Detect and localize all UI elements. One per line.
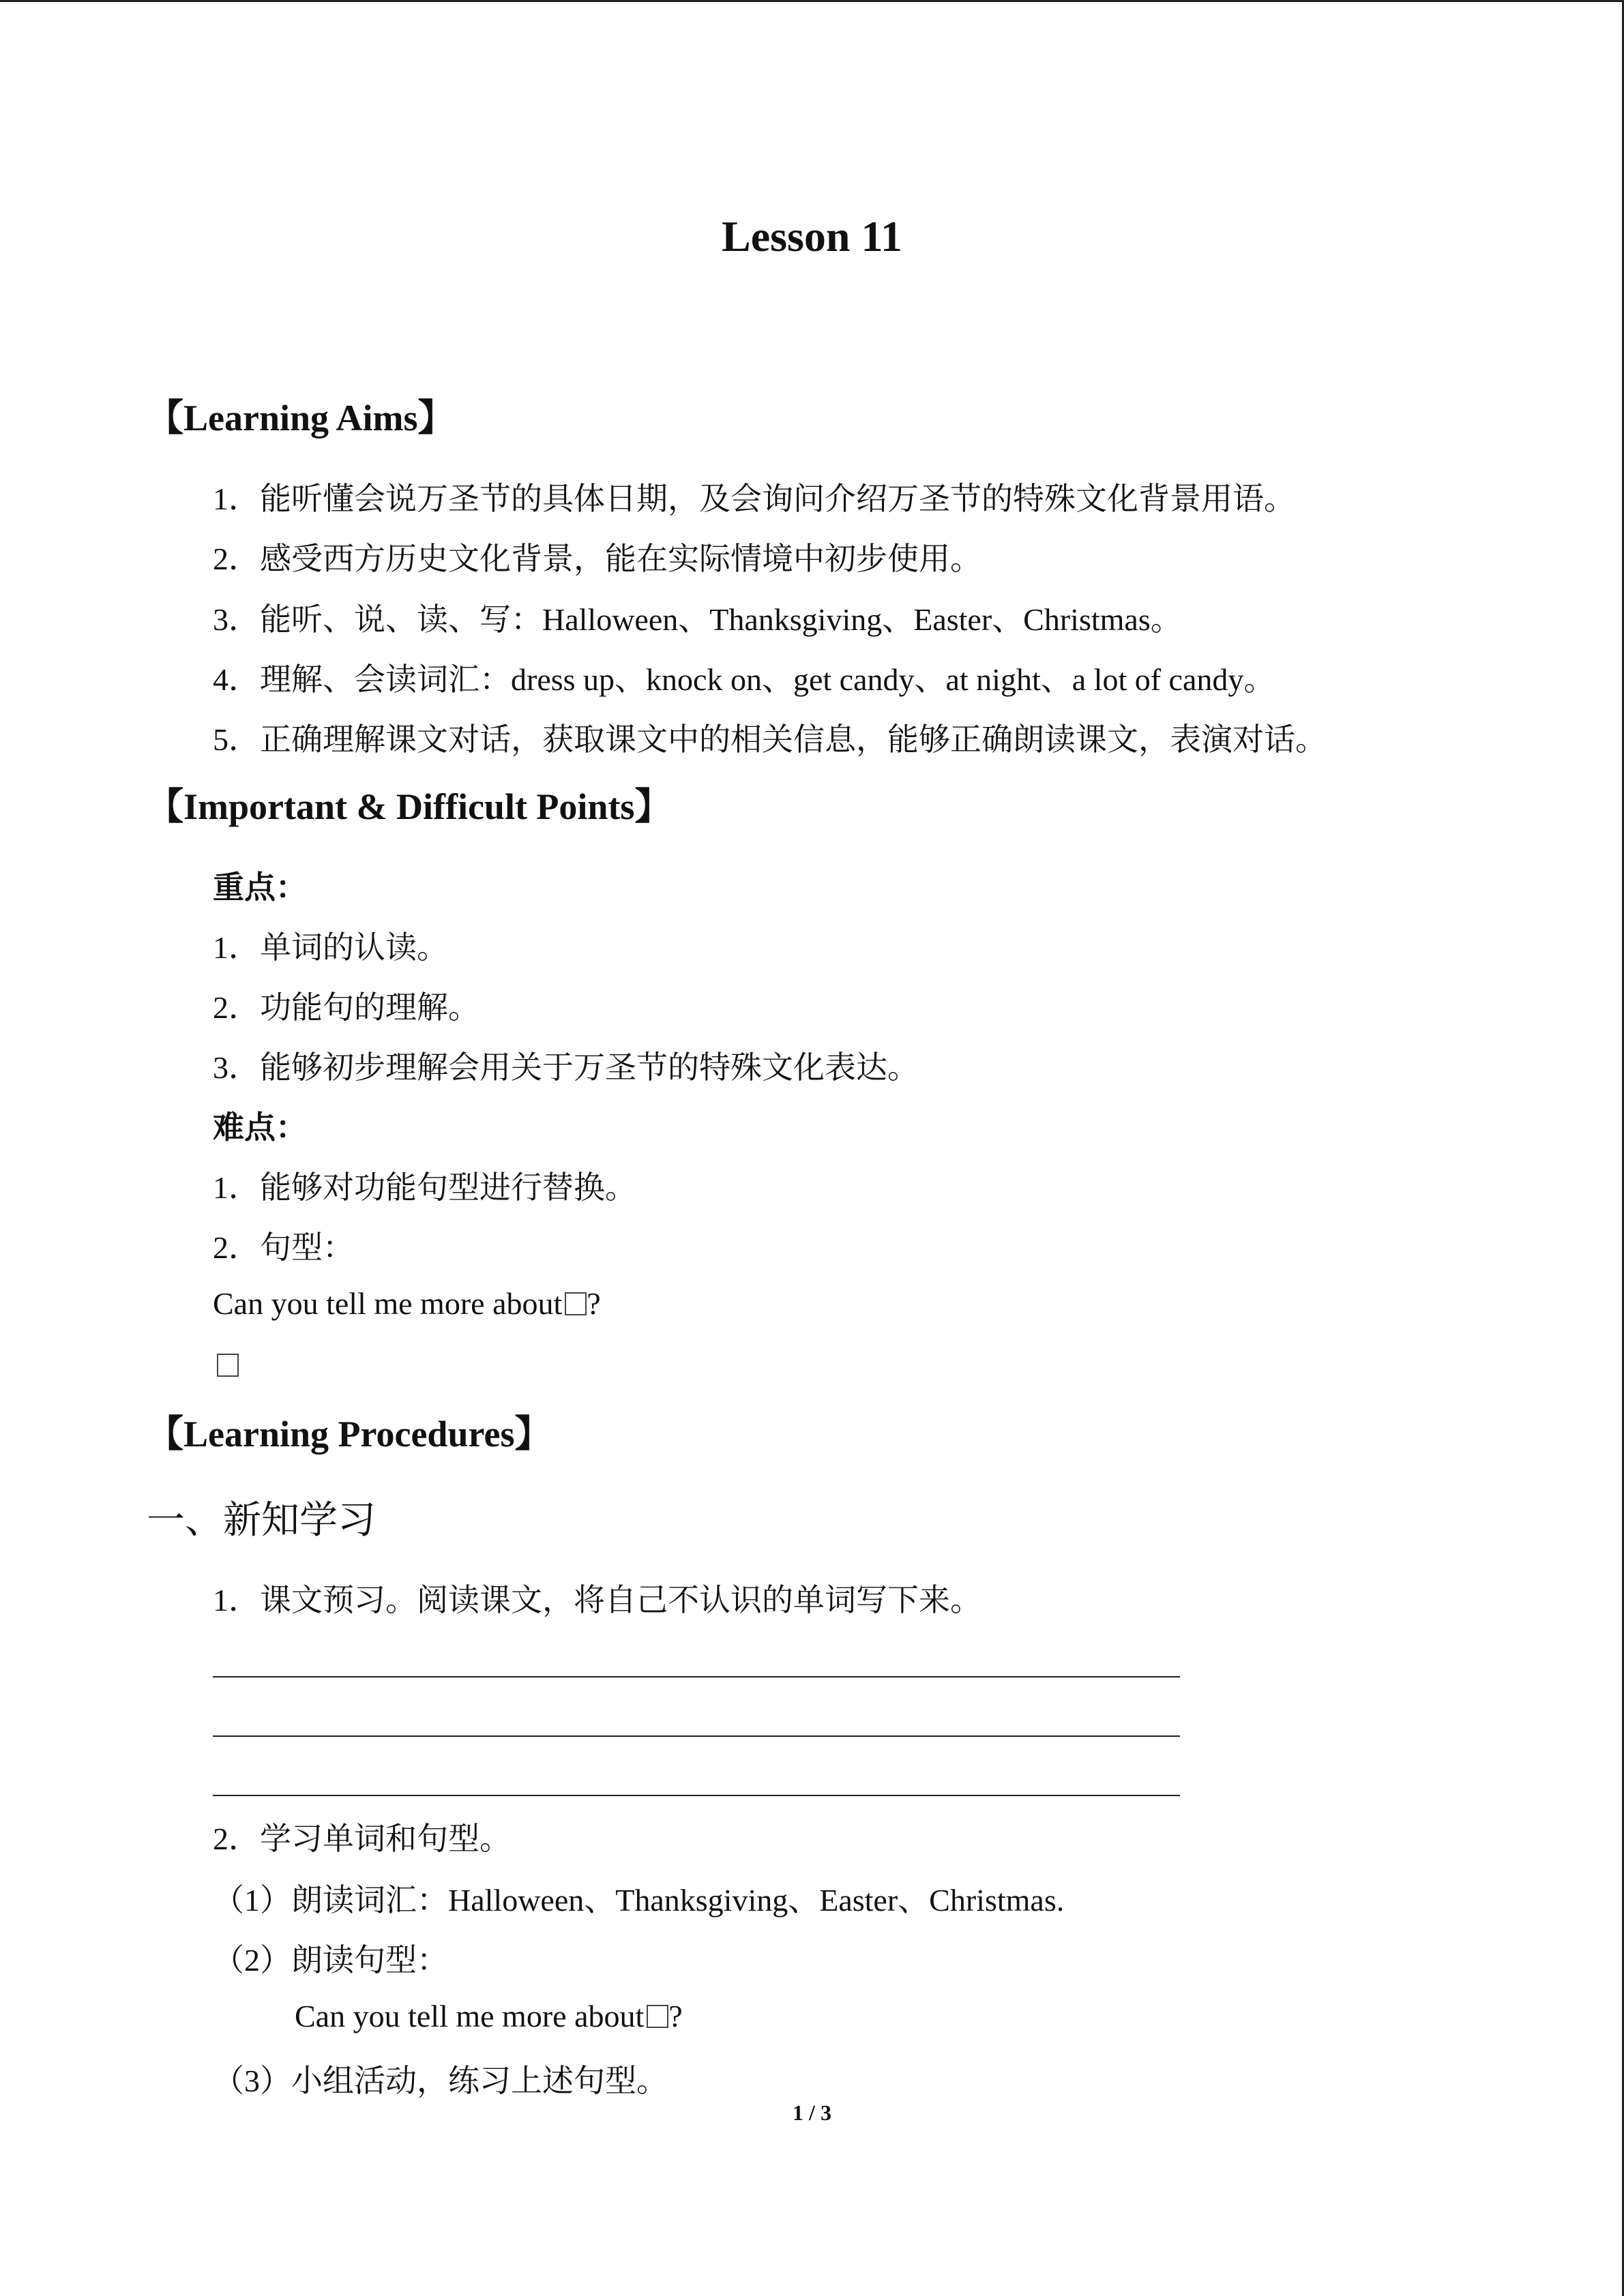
answer-line-1 [213,1676,1180,1678]
aim-item-1: 1．能听懂会说万圣节的具体日期，及会询问介绍万圣节的特殊文化背景用语。 [213,481,1295,516]
pattern-sentence-text: Can you tell me more about [213,1286,563,1321]
step-1: 1．课文预习。阅读课文，将自己不认识的单词写下来。 [213,1583,981,1617]
step-2: 2．学习单词和句型。 [213,1821,511,1856]
pattern-sentence [213,1285,601,1322]
key-points-label: 重点： [213,870,307,905]
empty-box [217,1354,239,1377]
practice-sentence-text: Can you tell me more about [295,1999,645,2033]
answer-line-2 [213,1735,1180,1737]
aim-item-3: 3．能听、说、读、写：Halloween、Thanksgiving、Easter、Christmas。 [213,602,1182,637]
learning-aims-heading: 【Learning Aims】 [147,398,455,438]
key-item-3: 3．能够初步理解会用关于万圣节的特殊文化表达。 [213,1050,919,1085]
aim-item-2: 2．感受西方历史文化背景，能在实际情境中初步使用。 [213,541,981,576]
aim-item-5: 5．正确理解课文对话，获取课文中的相关信息，能够正确朗读课文，表演对话。 [213,722,1327,757]
practice-sentence-end: ? [668,1999,683,2033]
difficult-item-2: 2．句型： [213,1230,354,1265]
learning-procedures-heading: 【Learning Procedures】 [147,1414,552,1455]
pattern-sentence-end: ? [587,1286,601,1321]
page-number: 1 / 3 [793,2100,831,2125]
blank-box [565,1292,587,1315]
sub-step-2: （2）朗读句型： [213,1943,448,1978]
aim-item-4: 4．理解、会读词汇：dress up、knock on、get candy、at night、a lot of candy。 [213,662,1275,697]
key-item-2: 2．功能句的理解。 [213,990,479,1025]
blank-box [647,2005,668,2028]
part-1-heading: 一、新知学习 [147,1500,376,1542]
difficult-points-label: 难点： [213,1110,307,1145]
practice-sentence [295,1998,683,2034]
important-difficult-heading: 【Important & Difficult Points】 [147,786,672,827]
sub-step-1: （1）朗读词汇：Halloween、Thanksgiving、Easter、Christmas. [213,1883,1065,1918]
difficult-item-1: 1．能够对功能句型进行替换。 [213,1170,636,1205]
answer-line-3 [213,1795,1180,1796]
sub-step-3: （3）小组活动，练习上述句型。 [213,2063,668,2098]
key-item-1: 1．单词的认读。 [213,930,448,965]
page-title: Lesson 11 [722,212,902,260]
